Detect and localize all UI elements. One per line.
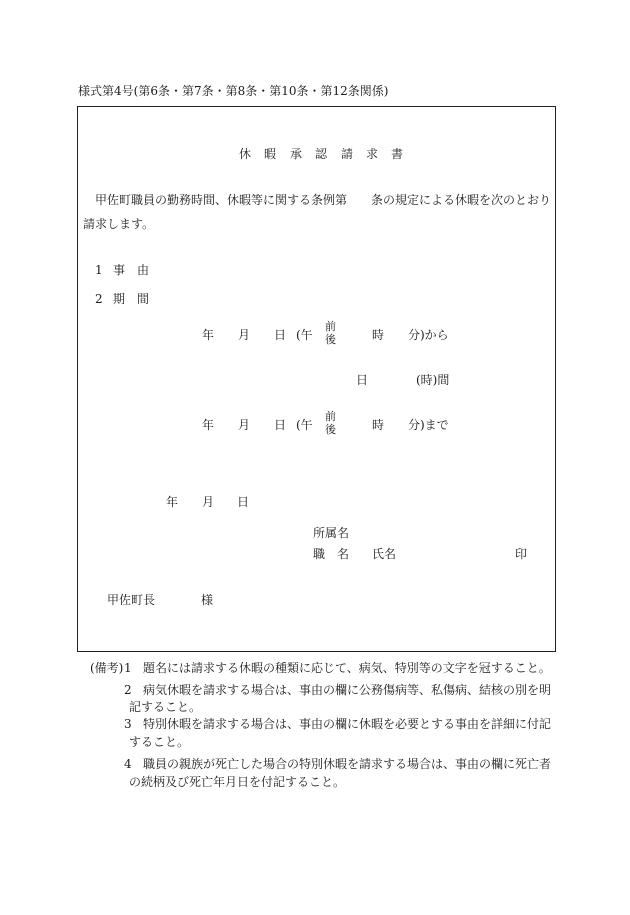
title-char: 休 [239, 147, 252, 161]
title-char: 請 [341, 147, 354, 161]
position-label: 職 名 [313, 547, 350, 561]
note-text: 病気休暇を請求する場合は、事由の欄に公務傷病等、私傷病、結核の別を明 [143, 683, 552, 697]
department-label: 所属名 [313, 526, 350, 540]
from-before: 前 [325, 320, 336, 333]
item-label-reason-1: 事 [113, 263, 126, 277]
note-text-continued: の続柄及び死亡年月日を付記すること。 [129, 775, 346, 789]
title-char: 求 [366, 147, 379, 161]
note-text: 特別休暇を請求する場合は、事由の欄に休暇を必要とする事由を詳細に付記 [143, 717, 552, 731]
title-char: 暇 [264, 147, 277, 161]
addressee-honorific: 様 [201, 593, 214, 607]
item-label-period-1: 期 [113, 292, 126, 306]
form-number-header: 様式第4号(第6条・第7条・第8条・第10条・第12条関係) [78, 84, 389, 98]
title-char: 承 [290, 147, 303, 161]
date-year: 年 [166, 495, 179, 509]
duration-day: 日 [356, 373, 369, 387]
note-text-continued: すること。 [129, 735, 190, 749]
to-after: 後 [325, 423, 336, 436]
note-number: 4 [124, 757, 132, 771]
item-number-period: 2 [95, 292, 103, 306]
note-number: 1 [124, 661, 132, 675]
notes-label: (備考) [90, 661, 124, 675]
from-hour: 時 [372, 328, 385, 342]
date-day: 日 [237, 495, 250, 509]
from-minute-suffix: 分)から [408, 328, 449, 342]
to-hour: 時 [372, 418, 385, 432]
to-before: 前 [325, 410, 336, 423]
to-am-paren: (午 [296, 418, 313, 432]
from-month: 月 [238, 328, 251, 342]
body-text-line2: 請求します。 [83, 217, 155, 231]
from-am-pm-stack [325, 320, 336, 346]
body-text-line1b: 条の規定による休暇を次のとおり [371, 193, 552, 207]
body-text-line1a: 甲佐町職員の勤務時間、休暇等に関する条例第 [95, 193, 348, 207]
addressee-mayor: 甲佐町長 [107, 593, 156, 607]
from-day: 日 [274, 328, 287, 342]
note-text-continued: 記すること。 [129, 700, 202, 714]
item-number-reason: 1 [95, 263, 103, 277]
note-number: 2 [124, 683, 132, 697]
title-char: 認 [315, 147, 328, 161]
to-month: 月 [238, 418, 251, 432]
to-year: 年 [202, 418, 215, 432]
from-after: 後 [325, 333, 336, 346]
note-text: 題名には請求する休暇の種類に応じて、病気、特別等の文字を冠すること。 [143, 661, 551, 675]
from-am-paren: (午 [296, 328, 313, 342]
item-label-period-2: 間 [137, 292, 150, 306]
to-day: 日 [274, 418, 287, 432]
duration-hours: (時)間 [416, 373, 450, 387]
name-label: 氏名 [372, 547, 397, 561]
to-minute-suffix: 分)まで [408, 418, 449, 432]
item-label-reason-2: 由 [137, 263, 150, 277]
note-number: 3 [124, 717, 132, 731]
form-box [77, 106, 556, 652]
date-month: 月 [202, 495, 215, 509]
seal-mark: 印 [515, 547, 528, 561]
note-text: 職員の親族が死亡した場合の特別休暇を請求する場合は、事由の欄に死亡者 [143, 757, 552, 771]
from-year: 年 [202, 328, 215, 342]
title-char: 書 [391, 147, 404, 161]
to-am-pm-stack [325, 410, 336, 436]
